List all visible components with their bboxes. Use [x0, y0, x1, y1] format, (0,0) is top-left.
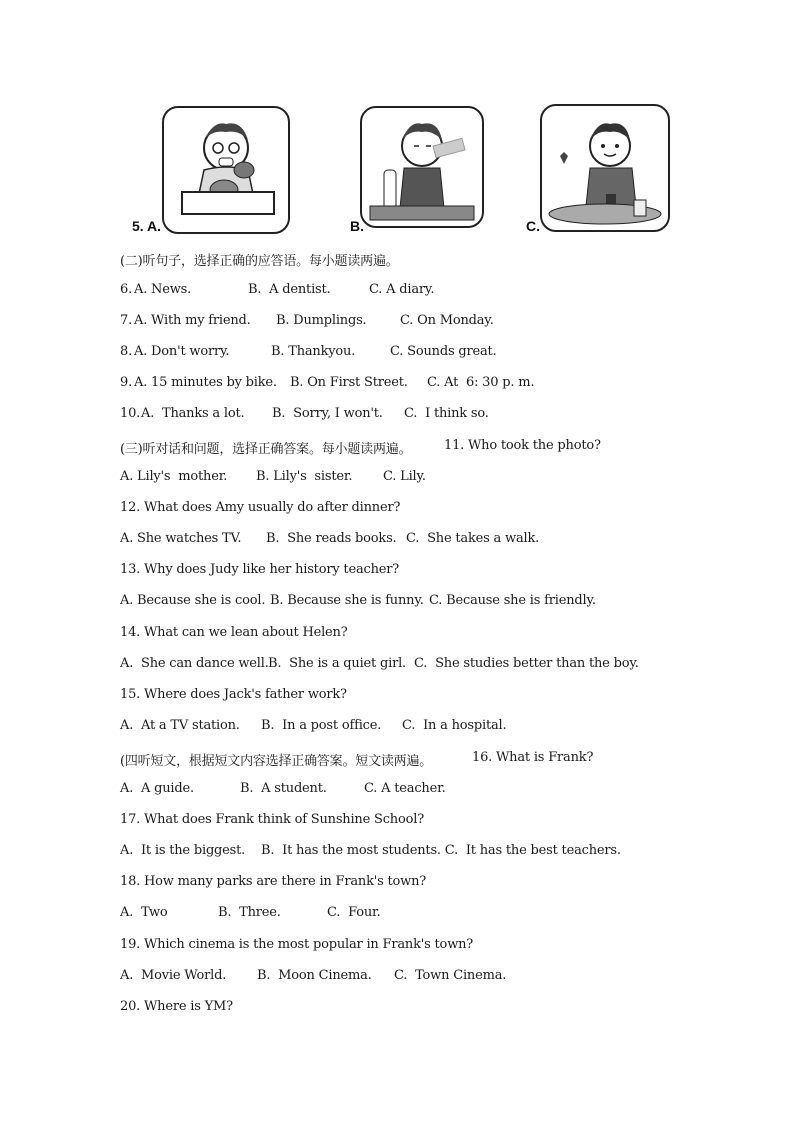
question-12-text: 12. What does Amy usually do after dinner?	[120, 500, 401, 515]
section2-heading: (二)听句子，选择正确的应答语。每小题读两遍。	[120, 254, 399, 269]
option-a: A. She can dance well.	[120, 656, 269, 671]
question-15-text: 15. Where does Jack's father work?	[120, 687, 347, 702]
option-a: A. It is the biggest.	[120, 843, 246, 858]
option-a: A. At a TV station.	[120, 718, 240, 733]
option-a: A. Movie World.	[120, 968, 227, 983]
option-c: C. In a hospital.	[402, 718, 507, 733]
option-a: A. Thanks a lot.	[141, 406, 245, 421]
picture-row	[118, 100, 678, 240]
option-a: A. Two	[120, 905, 168, 920]
option-b: B. Dumplings.	[276, 313, 367, 328]
option-c: C. She studies better than the boy.	[414, 656, 639, 671]
option-b: B. She reads books.	[266, 531, 397, 546]
option-b: B. In a post office.	[261, 718, 382, 733]
option-a: A. A guide.	[120, 781, 194, 796]
option-b: B. On First Street.	[290, 375, 408, 390]
option-c: C. Town Cinema.	[394, 968, 507, 983]
question-14-text: 14. What can we lean about Helen?	[120, 625, 348, 640]
option-b: B. She is a quiet girl.	[268, 656, 406, 671]
option-b: B. A dentist.	[248, 282, 331, 297]
option-c: C. A teacher.	[364, 781, 446, 796]
boy-eating-chicken-icon	[162, 106, 290, 234]
option-c: C. Four.	[327, 905, 381, 920]
option-b: B. Sorry, I won't.	[272, 406, 383, 421]
option-c: C. On Monday.	[400, 313, 494, 328]
question-number: 7.	[120, 313, 133, 328]
option-b: B. Because she is funny.	[270, 593, 424, 608]
option-c: C. Because she is friendly.	[429, 593, 596, 608]
question-19-text: 19. Which cinema is the most popular in Frank's town?	[120, 937, 474, 952]
section4-heading: (四听短文，根据短文内容选择正确答案。短文读两遍。	[120, 754, 433, 769]
question-number: 8.	[120, 344, 133, 359]
question-16-text: 16. What is Frank?	[472, 750, 594, 765]
option-a: A. Lily's mother.	[120, 469, 228, 484]
picture-label-b: B.	[350, 218, 364, 234]
option-c: C. She takes a walk.	[406, 531, 540, 546]
question-18-text: 18. How many parks are there in Frank's town?	[120, 874, 427, 889]
option-b-and-c: B. It has the most students. C. It has the best teachers.	[261, 843, 621, 858]
option-c: C. I think so.	[404, 406, 489, 421]
option-c: C. At 6: 30 p. m.	[427, 375, 535, 390]
option-a: A. Don't worry.	[134, 344, 230, 359]
option-a: A. With my friend.	[134, 313, 251, 328]
question-number: 6.	[120, 282, 133, 297]
picture-label-a: 5. A.	[132, 218, 162, 234]
option-b: B. Three.	[218, 905, 281, 920]
section3-heading: (三)听对话和问题，选择正确答案。每小题读两遍。	[120, 442, 412, 457]
picture-label-c: C.	[526, 218, 540, 234]
option-c: C. A diary.	[369, 282, 435, 297]
option-b: B. A student.	[240, 781, 327, 796]
picture-option-b	[338, 100, 498, 240]
boy-eating-at-table-icon	[540, 104, 670, 232]
option-a: A. News.	[134, 282, 192, 297]
option-b: B. Moon Cinema.	[257, 968, 372, 983]
option-c: C. Lily.	[383, 469, 426, 484]
option-a: A. She watches TV.	[120, 531, 242, 546]
question-20-text: 20. Where is YM?	[120, 999, 233, 1014]
option-a: A. 15 minutes by bike.	[134, 375, 277, 390]
boy-drinking-milk-icon	[360, 106, 484, 228]
option-a: A. Because she is cool.	[120, 593, 266, 608]
option-b: B. Lily's sister.	[256, 469, 353, 484]
question-17-text: 17. What does Frank think of Sunshine School?	[120, 812, 424, 827]
question-number: 9.	[120, 375, 133, 390]
option-b: B. Thankyou.	[271, 344, 356, 359]
picture-option-c	[518, 100, 678, 240]
question-11-text: 11. Who took the photo?	[444, 438, 601, 453]
question-13-text: 13. Why does Judy like her history teacher?	[120, 562, 400, 577]
picture-option-a	[118, 100, 278, 240]
option-c: C. Sounds great.	[390, 344, 497, 359]
question-number: 10.	[120, 406, 141, 421]
